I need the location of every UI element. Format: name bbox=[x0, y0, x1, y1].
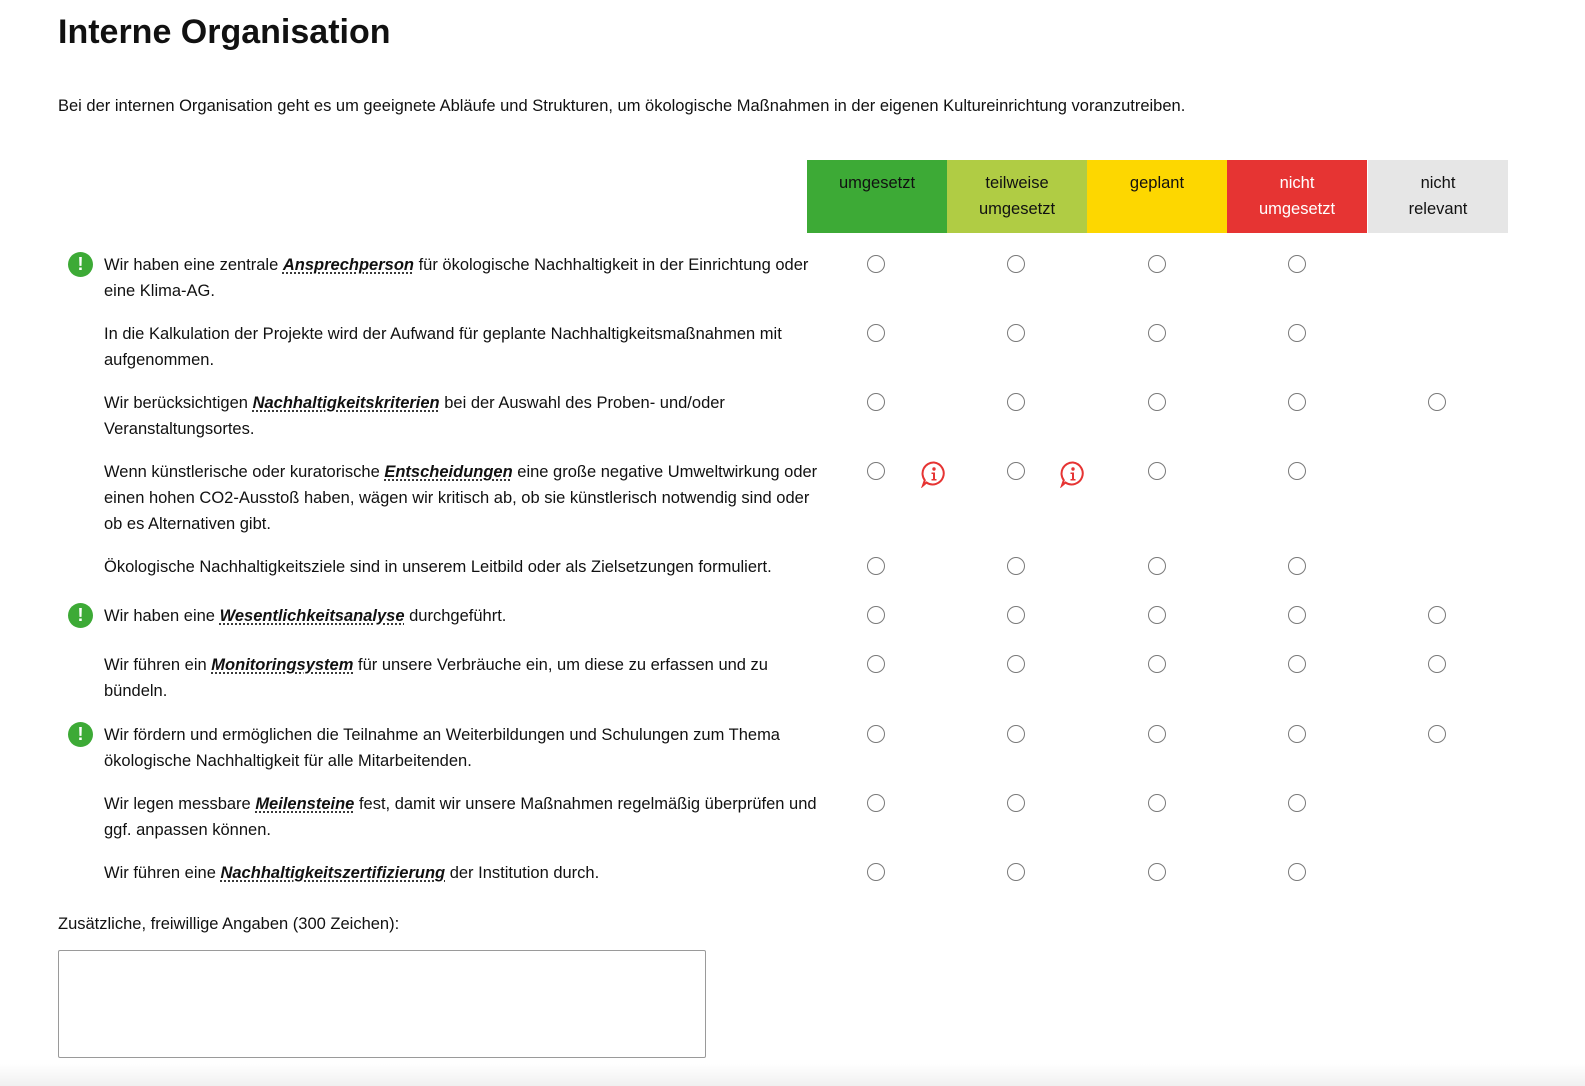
question-text-segment: Wir fördern und ermöglichen die Teilnahme an Weiterbildungen und Schulungen zum Thema ökologische Nachhaltigkeit für alle Mitarbeitenden. bbox=[104, 726, 780, 770]
glossary-term-link[interactable]: Entscheidungen bbox=[384, 463, 513, 481]
radio-umgesetzt[interactable] bbox=[867, 393, 885, 411]
radio-umgesetzt[interactable] bbox=[867, 655, 885, 673]
radio-geplant[interactable] bbox=[1148, 655, 1166, 673]
glossary-term-link[interactable]: Monitoringsystem bbox=[211, 656, 354, 674]
radio-umgesetzt[interactable] bbox=[867, 863, 885, 881]
radio-nicht-umgesetzt[interactable] bbox=[1288, 324, 1306, 342]
radio-nicht-umgesetzt[interactable] bbox=[1288, 462, 1306, 480]
column-header-umgesetzt bbox=[807, 160, 947, 233]
question-text-segment: der Institution durch. bbox=[445, 864, 600, 882]
radio-umgesetzt[interactable] bbox=[867, 557, 885, 575]
question-text bbox=[104, 603, 819, 629]
radio-umgesetzt[interactable] bbox=[867, 725, 885, 743]
question-text-segment: durchgeführt. bbox=[404, 607, 507, 625]
glossary-term-link[interactable]: Nachhaltigkeitszertifizierung bbox=[220, 864, 446, 882]
radio-umgesetzt[interactable] bbox=[867, 324, 885, 342]
glossary-term-link[interactable]: Nachhaltigkeitskriterien bbox=[252, 394, 440, 412]
column-header-nicht-umgesetzt bbox=[1227, 160, 1367, 233]
column-header-line: nicht bbox=[1420, 174, 1456, 192]
radio-geplant[interactable] bbox=[1148, 462, 1166, 480]
radio-teilweise-umgesetzt[interactable] bbox=[1007, 324, 1025, 342]
intro-text: Bei der internen Organisation geht es um geeignete Abläufe und Strukturen, um ökologische Maßnahmen in der eigenen Kultureinrichtung voranzutreiben. bbox=[58, 97, 1186, 115]
question-text bbox=[104, 459, 819, 537]
column-header-line: teilweise bbox=[985, 174, 1049, 192]
radio-umgesetzt[interactable] bbox=[867, 255, 885, 273]
radio-teilweise-umgesetzt[interactable] bbox=[1007, 725, 1025, 743]
radio-geplant[interactable] bbox=[1148, 863, 1166, 881]
radio-nicht-umgesetzt[interactable] bbox=[1288, 606, 1306, 624]
question-text-segment: Wir führen ein bbox=[104, 656, 212, 674]
info-icon[interactable] bbox=[920, 460, 948, 488]
column-header-line: umgesetzt bbox=[1258, 200, 1336, 218]
question-text-segment: fest, damit wir unsere Maßnahmen regelmäßig überprüfen und ggf. anpassen können. bbox=[104, 795, 817, 839]
question-text-segment: Wenn künstlerische oder kuratorische bbox=[104, 463, 385, 481]
radio-umgesetzt[interactable] bbox=[867, 462, 885, 480]
radio-nicht-umgesetzt[interactable] bbox=[1288, 725, 1306, 743]
radio-geplant[interactable] bbox=[1148, 557, 1166, 575]
column-header-line: geplant bbox=[1129, 174, 1185, 192]
page-title: Interne Organisation bbox=[58, 13, 391, 51]
additional-info-label: Zusätzliche, freiwillige Angaben (300 Zeichen): bbox=[58, 915, 400, 933]
radio-nicht-umgesetzt[interactable] bbox=[1288, 557, 1306, 575]
radio-geplant[interactable] bbox=[1148, 725, 1166, 743]
radio-teilweise-umgesetzt[interactable] bbox=[1007, 462, 1025, 480]
radio-teilweise-umgesetzt[interactable] bbox=[1007, 794, 1025, 812]
column-header-line: nicht bbox=[1279, 174, 1315, 192]
question-text-segment: Wir haben eine bbox=[104, 607, 220, 625]
important-exclamation-icon: ! bbox=[68, 722, 93, 747]
additional-info-input[interactable] bbox=[58, 950, 706, 1058]
radio-nicht-umgesetzt[interactable] bbox=[1288, 393, 1306, 411]
question-text-segment: eine große negative Umweltwirkung oder einen hohen CO2-Ausstoß haben, wägen wir kritisch ab, ob sie künstlerisch notwendig sind oder ob es Alternativen gibt. bbox=[104, 463, 818, 533]
radio-geplant[interactable] bbox=[1148, 794, 1166, 812]
question-text-segment: In die Kalkulation der Projekte wird der Aufwand für geplante Nachhaltigkeitsmaßnahmen mit aufgenommen. bbox=[104, 325, 782, 369]
question-text-segment: Wir haben eine zentrale bbox=[104, 256, 283, 274]
radio-nicht-umgesetzt[interactable] bbox=[1288, 655, 1306, 673]
radio-nicht-relevant[interactable] bbox=[1428, 725, 1446, 743]
question-text-segment: Wir führen eine bbox=[104, 864, 221, 882]
radio-teilweise-umgesetzt[interactable] bbox=[1007, 557, 1025, 575]
question-text-segment: Ökologische Nachhaltigkeitsziele sind in unserem Leitbild oder als Zielsetzungen formuliert. bbox=[104, 558, 772, 576]
radio-nicht-relevant[interactable] bbox=[1428, 393, 1446, 411]
question-text-segment: für unsere Verbräuche ein, um diese zu erfassen und zu bündeln. bbox=[104, 656, 768, 700]
info-icon[interactable] bbox=[1059, 460, 1087, 488]
column-header-line: relevant bbox=[1408, 200, 1468, 218]
question-text-segment: Wir legen messbare bbox=[104, 795, 256, 813]
column-header-nicht-relevant bbox=[1368, 160, 1508, 233]
scroll-shadow bbox=[0, 1064, 1585, 1086]
radio-teilweise-umgesetzt[interactable] bbox=[1007, 655, 1025, 673]
glossary-term-link[interactable]: Meilensteine bbox=[255, 795, 355, 813]
glossary-term-link[interactable]: Wesentlichkeitsanalyse bbox=[219, 607, 405, 625]
question-text bbox=[104, 652, 819, 704]
question-text-segment: für ökologische Nachhaltigkeit in der Einrichtung oder eine Klima-AG. bbox=[104, 256, 809, 300]
question-text bbox=[104, 860, 819, 886]
glossary-term-link[interactable]: Ansprechperson bbox=[282, 256, 414, 274]
radio-nicht-umgesetzt[interactable] bbox=[1288, 794, 1306, 812]
column-header-geplant bbox=[1087, 160, 1227, 233]
radio-umgesetzt[interactable] bbox=[867, 794, 885, 812]
question-text bbox=[104, 252, 819, 304]
column-header-line: umgesetzt bbox=[838, 174, 916, 192]
question-text bbox=[104, 321, 819, 373]
radio-teilweise-umgesetzt[interactable] bbox=[1007, 863, 1025, 881]
radio-geplant[interactable] bbox=[1148, 393, 1166, 411]
column-header-teilweise-umgesetzt bbox=[947, 160, 1087, 233]
radio-umgesetzt[interactable] bbox=[867, 606, 885, 624]
radio-nicht-umgesetzt[interactable] bbox=[1288, 863, 1306, 881]
question-text bbox=[104, 791, 819, 843]
radio-nicht-relevant[interactable] bbox=[1428, 655, 1446, 673]
radio-geplant[interactable] bbox=[1148, 606, 1166, 624]
radio-geplant[interactable] bbox=[1148, 255, 1166, 273]
important-exclamation-icon: ! bbox=[68, 603, 93, 628]
question-text bbox=[104, 722, 819, 774]
radio-teilweise-umgesetzt[interactable] bbox=[1007, 393, 1025, 411]
important-exclamation-icon: ! bbox=[68, 252, 93, 277]
radio-geplant[interactable] bbox=[1148, 324, 1166, 342]
question-text-segment: Wir berücksichtigen bbox=[104, 394, 253, 412]
radio-nicht-umgesetzt[interactable] bbox=[1288, 255, 1306, 273]
radio-nicht-relevant[interactable] bbox=[1428, 606, 1446, 624]
question-text bbox=[104, 554, 819, 580]
question-text bbox=[104, 390, 819, 442]
question-text-segment: bei der Auswahl des Proben- und/oder Veranstaltungsortes. bbox=[104, 394, 725, 438]
column-header-line: umgesetzt bbox=[978, 200, 1056, 218]
radio-teilweise-umgesetzt[interactable] bbox=[1007, 606, 1025, 624]
radio-teilweise-umgesetzt[interactable] bbox=[1007, 255, 1025, 273]
